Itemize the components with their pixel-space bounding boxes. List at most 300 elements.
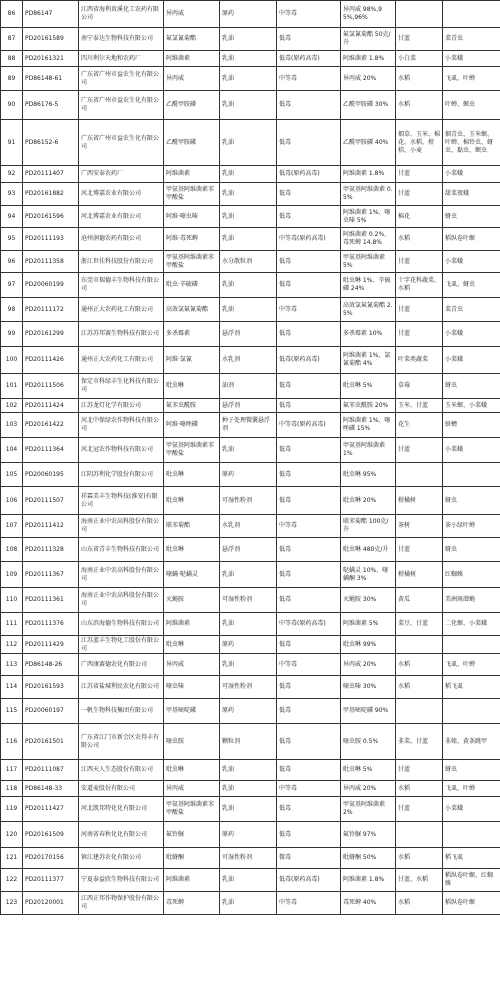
table-row — [1, 724, 500, 760]
table-row — [1, 797, 500, 822]
toxicity: 低毒 — [277, 797, 341, 822]
registration-id: PD20161593 — [23, 676, 79, 699]
content: 氟铃脲 97% — [341, 822, 396, 848]
content: 阿维菌素 1%、噻虫嗪 5% — [341, 206, 396, 228]
ingredient: 吡蚜酮 — [164, 848, 220, 869]
crop — [396, 463, 443, 487]
ingredient: 毒死蜱 — [164, 892, 220, 915]
crop: 甘蓝 — [396, 760, 443, 781]
toxicity: 低毒 — [277, 699, 341, 724]
company-name: 四川利尔天地和农药厂 — [79, 51, 164, 67]
ingredient: 甲氨基阿维菌素苯甲酸盐 — [164, 438, 220, 463]
table-row — [1, 374, 500, 399]
toxicity: 中等毒 — [277, 781, 341, 797]
toxicity: 低毒 — [277, 322, 341, 347]
target-pest: 稻飞虱 — [443, 676, 500, 699]
registration-id: PD20111424 — [23, 399, 79, 413]
crop: 水稻 — [396, 848, 443, 869]
registration-id: PD20161321 — [23, 51, 79, 67]
row-number: 100 — [1, 347, 23, 374]
target-pest: 蛴螬 — [443, 413, 500, 438]
target-pest — [443, 1, 500, 28]
company-name: 一帆生物科技集团有限公司 — [79, 699, 164, 724]
crop: 水稻 — [396, 654, 443, 676]
company-name: 海南正业中农高科股份有限公司 — [79, 562, 164, 588]
target-pest: 韭蛆、黄条跳甲 — [443, 724, 500, 760]
table-row — [1, 760, 500, 781]
toxicity: 低毒 — [277, 438, 341, 463]
target-pest — [443, 822, 500, 848]
formulation: 乳油 — [220, 613, 277, 636]
content: 吡虫啉 5% — [341, 374, 396, 399]
target-pest: 小菜蛾 — [443, 51, 500, 67]
formulation: 原药 — [220, 1, 277, 28]
target-pest: 稻飞虱 — [443, 848, 500, 869]
toxicity: 低毒 — [277, 636, 341, 654]
table-row — [1, 28, 500, 51]
registration-id: PD20111407 — [23, 166, 79, 183]
formulation: 可湿性粉剂 — [220, 848, 277, 869]
row-number: 103 — [1, 413, 23, 438]
formulation: 乳油 — [220, 183, 277, 206]
table-row — [1, 848, 500, 869]
ingredient: 甲基嘧啶磷 — [164, 699, 220, 724]
table-row — [1, 822, 500, 848]
content: 乙酰甲胺磷 30% — [341, 91, 396, 120]
table-row — [1, 298, 500, 322]
ingredient: 异丙威 — [164, 781, 220, 797]
toxicity: 中等毒 — [277, 654, 341, 676]
registration-id: PD20111412 — [23, 515, 79, 538]
company-name: 江阴苏利化学股份有限公司 — [79, 463, 164, 487]
formulation: 乳油 — [220, 91, 277, 120]
content: 吡虫啉 95% — [341, 463, 396, 487]
company-name: 广西安泰农药厂 — [79, 166, 164, 183]
row-number: 119 — [1, 797, 23, 822]
ingredient: 氟铃脲 — [164, 822, 220, 848]
formulation: 水乳剂 — [220, 515, 277, 538]
company-name: 山东滨海德生物科技有限公司 — [79, 613, 164, 636]
target-pest: 小菜蛾 — [443, 322, 500, 347]
crop: 烟草、玉米、棉花、水稻、柑桔、小麦 — [396, 120, 443, 166]
toxicity: 中等毒(原药高毒) — [277, 613, 341, 636]
crop: 玉米、甘蓝 — [396, 399, 443, 413]
company-name: 浙江世佳科技股份有限公司 — [79, 251, 164, 273]
target-pest: 稻纵卷叶螟、红蜘蛛 — [443, 869, 500, 892]
crop: 十字花科蔬菜、水稻 — [396, 273, 443, 298]
toxicity: 低毒 — [277, 91, 341, 120]
table-row — [1, 166, 500, 183]
registration-id: PD20111426 — [23, 347, 79, 374]
toxicity: 中等毒 — [277, 298, 341, 322]
registration-id: PD20161299 — [23, 322, 79, 347]
toxicity: 低毒 — [277, 120, 341, 166]
crop: 草莓 — [396, 374, 443, 399]
crop: 水稻 — [396, 781, 443, 797]
row-number: 89 — [1, 67, 23, 91]
formulation: 油剂 — [220, 374, 277, 399]
registration-id: PD20120001 — [23, 892, 79, 915]
content: 阿维菌素 5% — [341, 613, 396, 636]
company-name: 江苏龙灯化学有限公司 — [79, 399, 164, 413]
content: 噻虫胺 0.5% — [341, 724, 396, 760]
table-row — [1, 273, 500, 298]
toxicity: 中等毒(原药高毒) — [277, 228, 341, 251]
target-pest: 玉米螟、小菜蛾 — [443, 399, 500, 413]
row-number: 86 — [1, 1, 23, 28]
crop: 叶菜类蔬菜 — [396, 347, 443, 374]
company-name: 广东省广州市益农生化有限公司 — [79, 91, 164, 120]
formulation: 可湿性粉剂 — [220, 676, 277, 699]
row-number: 117 — [1, 760, 23, 781]
target-pest: 美洲斑潜蝇 — [443, 588, 500, 613]
table-row — [1, 699, 500, 724]
target-pest: 烟青虫、玉米螟、叶蝉、棉铃虫、蚜虫、黏虫、螟虫 — [443, 120, 500, 166]
target-pest: 小菜蛾 — [443, 438, 500, 463]
crop — [396, 822, 443, 848]
table-row — [1, 228, 500, 251]
formulation: 可湿性粉剂 — [220, 487, 277, 515]
formulation: 乳油 — [220, 28, 277, 51]
formulation: 乳油 — [220, 562, 277, 588]
target-pest: 小菜蛾 — [443, 347, 500, 374]
table-row — [1, 869, 500, 892]
ingredient: 吡虫啉 — [164, 374, 220, 399]
company-name: 海南正业中农高科股份有限公司 — [79, 515, 164, 538]
ingredient: 噻螨·哒螨灵 — [164, 562, 220, 588]
target-pest: 菜青虫 — [443, 28, 500, 51]
target-pest — [443, 699, 500, 724]
crop: 水稻 — [396, 91, 443, 120]
registration-id: PD20111358 — [23, 251, 79, 273]
formulation: 原药 — [220, 822, 277, 848]
crop: 甘蓝 — [396, 28, 443, 51]
ingredient: 阿维·毒死蜱 — [164, 228, 220, 251]
registration-id: PD20161501 — [23, 724, 79, 760]
toxicity: 低毒 — [277, 28, 341, 51]
company-name: 广东省广州市益农生化有限公司 — [79, 67, 164, 91]
ingredient: 吡虫啉 — [164, 760, 220, 781]
crop: 水稻 — [396, 892, 443, 915]
registration-id: PD86148-33 — [23, 781, 79, 797]
registration-id: PD20161509 — [23, 822, 79, 848]
table-row — [1, 588, 500, 613]
table-row — [1, 538, 500, 562]
registration-id: PD20111367 — [23, 562, 79, 588]
row-number: 102 — [1, 399, 23, 413]
content: 甲氨基阿维菌素 2% — [341, 797, 396, 822]
toxicity: 低毒(原药高毒) — [277, 51, 341, 67]
table-row — [1, 251, 500, 273]
table-row — [1, 51, 500, 67]
row-number: 97 — [1, 273, 23, 298]
formulation: 水分散粒剂 — [220, 251, 277, 273]
crop: 水稻 — [396, 228, 443, 251]
toxicity: 低毒(原药高毒) — [277, 166, 341, 183]
table-row — [1, 613, 500, 636]
company-name: 江苏苏邦赛生物科技有限公司 — [79, 322, 164, 347]
row-number: 107 — [1, 515, 23, 538]
row-number: 110 — [1, 588, 23, 613]
ingredient: 阿维·噻虫嗪 — [164, 206, 220, 228]
target-pest: 蚜虫 — [443, 206, 500, 228]
content: 高效氯氟氰菊酯 2.5% — [341, 298, 396, 322]
formulation: 种子处理微囊悬浮剂 — [220, 413, 277, 438]
row-number: 108 — [1, 538, 23, 562]
registration-id: PD20060199 — [23, 273, 79, 298]
company-name: 通州正大农药化工有限公司 — [79, 347, 164, 374]
content: 乙酰甲胺磷 40% — [341, 120, 396, 166]
ingredient: 高效氯氟氰菊酯 — [164, 298, 220, 322]
target-pest: 菜青虫 — [443, 298, 500, 322]
toxicity: 低毒 — [277, 399, 341, 413]
formulation: 原药 — [220, 699, 277, 724]
formulation: 可湿性粉剂 — [220, 588, 277, 613]
row-number: 91 — [1, 120, 23, 166]
content: 阿维菌素 1.8% — [341, 166, 396, 183]
crop: 韭菜、甘蓝 — [396, 724, 443, 760]
ingredient: 异丙威 — [164, 654, 220, 676]
registration-id: PD20111377 — [23, 869, 79, 892]
formulation: 乳油 — [220, 228, 277, 251]
registration-id: PD20111429 — [23, 636, 79, 654]
content: 异丙威 20% — [341, 67, 396, 91]
table-row — [1, 636, 500, 654]
content: 甲氨基阿维菌素 0.5% — [341, 183, 396, 206]
registration-id: PD20111507 — [23, 487, 79, 515]
row-number: 90 — [1, 91, 23, 120]
row-number: 96 — [1, 251, 23, 273]
table-body — [1, 1, 500, 915]
table-row — [1, 654, 500, 676]
content: 阿维菌素 1.8% — [341, 869, 396, 892]
table-row — [1, 322, 500, 347]
toxicity: 微毒 — [277, 848, 341, 869]
crop: 水稻 — [396, 676, 443, 699]
crop: 甘蓝 — [396, 183, 443, 206]
formulation: 悬浮剂 — [220, 322, 277, 347]
row-number: 104 — [1, 438, 23, 463]
crop: 茶树 — [396, 515, 443, 538]
target-pest: 叶蝉、螟虫 — [443, 91, 500, 120]
table-row — [1, 120, 500, 166]
table-row — [1, 206, 500, 228]
formulation: 乳油 — [220, 438, 277, 463]
row-number: 101 — [1, 374, 23, 399]
content: 吡蚜酮 50% — [341, 848, 396, 869]
row-number: 115 — [1, 699, 23, 724]
company-name: 广东省江门市新会区农得丰有限公司 — [79, 724, 164, 760]
ingredient: 甲氨基阿维菌素苯甲酸盐 — [164, 251, 220, 273]
table-row — [1, 515, 500, 538]
table-row — [1, 1, 500, 28]
table-row — [1, 562, 500, 588]
company-name: 通州正大农药化工有限公司 — [79, 298, 164, 322]
ingredient: 吡虫啉 — [164, 463, 220, 487]
formulation: 水乳剂 — [220, 347, 277, 374]
ingredient: 阿维菌素 — [164, 51, 220, 67]
company-name: 河北凯邦特化化有限公司 — [79, 797, 164, 822]
table-row — [1, 892, 500, 915]
registration-id: PD20170156 — [23, 848, 79, 869]
formulation: 乳油 — [220, 120, 277, 166]
company-name: 河北冠农作物科技有限公司 — [79, 438, 164, 463]
ingredient: 噻虫胺 — [164, 724, 220, 760]
table-row — [1, 487, 500, 515]
toxicity: 中等毒(原药高毒) — [277, 413, 341, 438]
content: 噻虫嗪 30% — [341, 676, 396, 699]
target-pest: 稻纵卷叶螟 — [443, 892, 500, 915]
row-number: 87 — [1, 28, 23, 51]
row-number: 111 — [1, 613, 23, 636]
target-pest: 红蜘蛛 — [443, 562, 500, 588]
company-name: 保定市科绿丰生化科技有限公司 — [79, 374, 164, 399]
ingredient: 甲氨基阿维菌素苯甲酸盐 — [164, 183, 220, 206]
company-name: 广西康赛德农化有限公司 — [79, 654, 164, 676]
ingredient: 阿维·噻唑磷 — [164, 413, 220, 438]
row-number: 122 — [1, 869, 23, 892]
target-pest: 稻纵卷叶螟 — [443, 228, 500, 251]
content: 甲基嘧啶磷 90% — [341, 699, 396, 724]
content: 甲氨基阿维菌素 1% — [341, 438, 396, 463]
ingredient: 灭蝇胺 — [164, 588, 220, 613]
content: 吡虫啉 5% — [341, 760, 396, 781]
toxicity: 中等毒 — [277, 892, 341, 915]
row-number: 92 — [1, 166, 23, 183]
row-number: 94 — [1, 206, 23, 228]
content: 吡虫啉 99% — [341, 636, 396, 654]
target-pest: 甜菜夜蛾 — [443, 183, 500, 206]
crop: 甘蓝 — [396, 166, 443, 183]
crop: 黄瓜 — [396, 588, 443, 613]
toxicity: 低毒 — [277, 374, 341, 399]
table-row — [1, 67, 500, 91]
target-pest: 小菜蛾 — [443, 797, 500, 822]
company-name: 江苏省盐城利民农化有限公司 — [79, 676, 164, 699]
company-name: 安道麦股份有限公司 — [79, 781, 164, 797]
crop: 菜豆、甘蓝 — [396, 613, 443, 636]
ingredient: 氟苯虫酰胺 — [164, 399, 220, 413]
formulation: 颗粒剂 — [220, 724, 277, 760]
table-row — [1, 676, 500, 699]
registration-id: PD20161596 — [23, 206, 79, 228]
target-pest: 飞虱、叶蝉 — [443, 654, 500, 676]
crop: 甘蓝 — [396, 322, 443, 347]
ingredient: 多杀霉素 — [164, 322, 220, 347]
formulation: 乳油 — [220, 781, 277, 797]
content: 异丙威 20% — [341, 781, 396, 797]
crop — [396, 1, 443, 28]
company-name: 河北博嘉农业有限公司 — [79, 206, 164, 228]
ingredient: 阿维菌素 — [164, 613, 220, 636]
toxicity: 低毒 — [277, 676, 341, 699]
registration-id: PD20111193 — [23, 228, 79, 251]
row-number: 118 — [1, 781, 23, 797]
formulation: 悬浮剂 — [220, 538, 277, 562]
table-row — [1, 399, 500, 413]
company-name: 广东省广州市益农生化有限公司 — [79, 120, 164, 166]
content: 吡虫啉 20% — [341, 487, 396, 515]
toxicity: 低毒 — [277, 183, 341, 206]
row-number: 113 — [1, 654, 23, 676]
row-number: 114 — [1, 676, 23, 699]
registration-id: PD20111087 — [23, 760, 79, 781]
registration-id: PD20111361 — [23, 588, 79, 613]
ingredient: 噻虫嗪 — [164, 676, 220, 699]
formulation: 乳油 — [220, 273, 277, 298]
row-number: 93 — [1, 183, 23, 206]
target-pest: 蚜虫 — [443, 760, 500, 781]
toxicity: 低毒(原药高毒) — [277, 869, 341, 892]
content: 甲氨基阿维菌素 5% — [341, 251, 396, 273]
crop — [396, 699, 443, 724]
content: 联苯菊酯 100克/升 — [341, 515, 396, 538]
toxicity: 低毒(原药高毒) — [277, 347, 341, 374]
row-number: 99 — [1, 322, 23, 347]
row-number: 109 — [1, 562, 23, 588]
company-name: 山东省青丰生物科技有限公司 — [79, 538, 164, 562]
content: 吡虫啉 1%、辛硫磷 24% — [341, 273, 396, 298]
registration-id: PD86148-61 — [23, 67, 79, 91]
target-pest: 飞虱、叶蝉 — [443, 781, 500, 797]
row-number: 98 — [1, 298, 23, 322]
crop: 柑橘树 — [396, 562, 443, 588]
formulation: 乳油 — [220, 67, 277, 91]
formulation: 乳油 — [220, 298, 277, 322]
toxicity: 低毒 — [277, 206, 341, 228]
registration-id: PD20060195 — [23, 463, 79, 487]
registration-id: PD20111328 — [23, 538, 79, 562]
ingredient: 乙酰甲胺磷 — [164, 120, 220, 166]
toxicity: 低毒 — [277, 487, 341, 515]
registration-id: PD86148-26 — [23, 654, 79, 676]
ingredient: 阿维·氯氰 — [164, 347, 220, 374]
formulation: 乳油 — [220, 892, 277, 915]
toxicity: 低毒 — [277, 562, 341, 588]
table-row — [1, 183, 500, 206]
ingredient: 吡虫啉 — [164, 487, 220, 515]
content: 灭蝇胺 30% — [341, 588, 396, 613]
toxicity: 低毒 — [277, 538, 341, 562]
company-name: 江西省海利贵溪化工农药有限公司 — [79, 1, 164, 28]
formulation: 乳油 — [220, 166, 277, 183]
row-number: 95 — [1, 228, 23, 251]
content: 多杀霉素 10% — [341, 322, 396, 347]
table-row — [1, 463, 500, 487]
crop: 甘蓝 — [396, 251, 443, 273]
formulation: 乳油 — [220, 206, 277, 228]
registration-id: PD20111364 — [23, 438, 79, 463]
toxicity: 低毒 — [277, 760, 341, 781]
content: 哒螨灵 10%、噻螨酮 3% — [341, 562, 396, 588]
ingredient: 氟氯氰菊酯 — [164, 28, 220, 51]
content: 阿维菌素 1%、氯氰菊酯 4% — [341, 347, 396, 374]
crop: 柑橘树 — [396, 487, 443, 515]
target-pest — [443, 636, 500, 654]
content: 异丙威 98%,95%,96% — [341, 1, 396, 28]
row-number: 106 — [1, 487, 23, 515]
formulation: 原药 — [220, 463, 277, 487]
registration-id: PD20161882 — [23, 183, 79, 206]
toxicity: 低毒 — [277, 822, 341, 848]
table-row — [1, 438, 500, 463]
target-pest: 小菜蛾 — [443, 251, 500, 273]
registration-id: PD86176-5 — [23, 91, 79, 120]
row-number: 116 — [1, 724, 23, 760]
company-name: 江西正邦作物保护股份有限公司 — [79, 892, 164, 915]
toxicity: 低毒 — [277, 273, 341, 298]
row-number: 120 — [1, 822, 23, 848]
